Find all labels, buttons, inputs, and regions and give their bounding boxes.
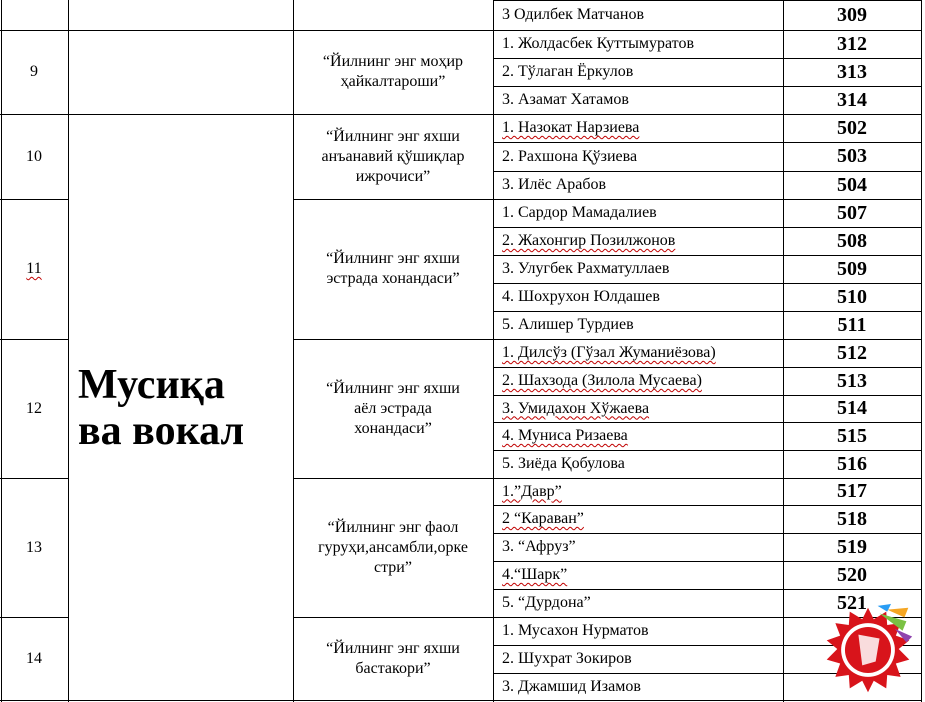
nominee-name: 4. Шохрухон Юлдашев — [502, 288, 660, 305]
nominee-code: 514 — [837, 397, 867, 419]
category-title: “Йилнинг энг фаол гуруҳи,ансамбли,орке стри” — [318, 518, 468, 576]
nominee-code: 518 — [837, 507, 867, 530]
grid-line — [493, 505, 922, 506]
grid-line — [921, 0, 922, 702]
nominee-name: 2. Шахзода (Зилола Мусаева) — [502, 372, 702, 389]
nominee-name: 2. Жахонгир Позилжонов — [502, 232, 676, 249]
grid-line — [493, 58, 922, 59]
nominee-code: 513 — [837, 369, 867, 392]
nominee-name: 3. Улугбек Рахматуллаев — [502, 260, 670, 277]
nominee-code: 509 — [837, 257, 867, 280]
nominee-code: 515 — [837, 424, 867, 447]
group-number: 13 — [26, 538, 42, 556]
nominee-code: 511 — [837, 313, 867, 336]
grid-line — [493, 86, 922, 87]
nominee-name: 3. Илёс Арабов — [502, 176, 607, 193]
grid-line — [493, 395, 922, 396]
category-title: “Йилнинг энг яхши анъанавий қўшиқлар ижрочиси” — [321, 127, 465, 185]
nominee-name: 4. Муниса Ризаева — [502, 427, 628, 444]
category-title: “Йилнинг энг яхши эстрада хонандаси” — [326, 250, 460, 287]
nominee-code: 517 — [837, 480, 867, 502]
nominee-code: 508 — [837, 229, 867, 252]
merge-mask — [69, 339, 293, 340]
nominee-name: 1. Мусахон Нурматов — [502, 622, 649, 639]
group-number: 9 — [30, 63, 38, 80]
nominee-name: 3. Джамшид Изамов — [502, 678, 641, 695]
nominee-code: 516 — [837, 452, 867, 475]
nominee-code: 512 — [837, 341, 867, 364]
nominee-name: 3. Умидахон Хўжаева — [502, 399, 650, 417]
grid-line — [493, 367, 922, 368]
badge-logo-icon — [820, 602, 916, 698]
nominee-name: 2 “Караван” — [502, 510, 584, 527]
grid-line — [493, 311, 922, 312]
group-number: 12 — [26, 399, 42, 417]
grid-line — [493, 227, 922, 228]
merge-mask — [69, 478, 293, 479]
nominee-code: 521 — [837, 591, 867, 614]
section-title: Мусиқа ва вокал — [78, 361, 245, 454]
grid-line — [493, 142, 922, 143]
nominee-name: 1. Назокат Нарзиева — [502, 119, 640, 136]
nominee-code: 314 — [837, 88, 867, 111]
nominee-name: 3. “Афруз” — [502, 538, 576, 555]
grid-line — [493, 0, 922, 1]
nominee-name: 1.”Давр” — [502, 482, 562, 500]
category-title: “Йилнинг энг яхши аёл эстрада хонандаси” — [326, 379, 460, 437]
grid-line — [493, 561, 922, 562]
grid-line — [293, 0, 294, 702]
grid-line — [493, 0, 494, 702]
grid-line — [783, 0, 784, 702]
nominee-code: 502 — [837, 116, 867, 139]
category-title: “Йилнинг энг моҳир ҳайкалтароши” — [322, 53, 464, 90]
grid-line — [493, 450, 922, 451]
nominee-name: 4.“Шарк” — [502, 566, 568, 583]
nominee-code: 519 — [837, 535, 867, 558]
grid-line — [493, 283, 922, 284]
nominee-code: 503 — [837, 145, 867, 167]
nominee-name: 2. Тўлаган Ёркулов — [502, 63, 634, 80]
merge-mask — [69, 199, 293, 200]
nominee-name: 1. Дилсўз (Гўзал Жуманиёзова) — [502, 344, 716, 361]
group-number: 10 — [26, 147, 42, 165]
nominee-code: 507 — [837, 201, 867, 224]
nominee-code: 510 — [837, 285, 867, 308]
group-number: 11 — [26, 260, 42, 277]
nominee-name: 3. Азамат Хатамов — [502, 91, 629, 108]
nominee-code: 520 — [837, 563, 867, 586]
nominee-name: 5. Алишер Турдиев — [502, 316, 634, 333]
merge-mask — [69, 617, 293, 618]
category-title: “Йилнинг энг яхши бастакори” — [326, 640, 460, 677]
grid-line — [493, 255, 922, 256]
grid-line — [68, 0, 69, 702]
grid-line — [493, 171, 922, 172]
nominee-name: 1. Жолдасбек Куттымуратов — [502, 35, 694, 52]
nominee-name: 2. Рахшона Қўзиева — [502, 147, 638, 165]
grid-line — [493, 422, 922, 423]
grid-line — [493, 533, 922, 534]
nominee-code: 504 — [837, 173, 867, 196]
nominee-name: 5. Зиёда Қобулова — [502, 455, 625, 472]
nominee-code: 312 — [837, 32, 867, 55]
nominee-name: 5. “Дурдона” — [502, 594, 591, 611]
grid-line — [1, 0, 2, 702]
nominee-name: 3 Одилбек Матчанов — [502, 6, 645, 23]
group-number: 14 — [26, 650, 42, 667]
nominee-name: 1. Сардор Мамадалиев — [502, 204, 657, 221]
nominee-name: 2. Шухрат Зокиров — [502, 650, 632, 667]
nominee-code: 309 — [837, 3, 867, 26]
grid-line — [493, 589, 922, 590]
nominee-code: 313 — [837, 60, 867, 83]
